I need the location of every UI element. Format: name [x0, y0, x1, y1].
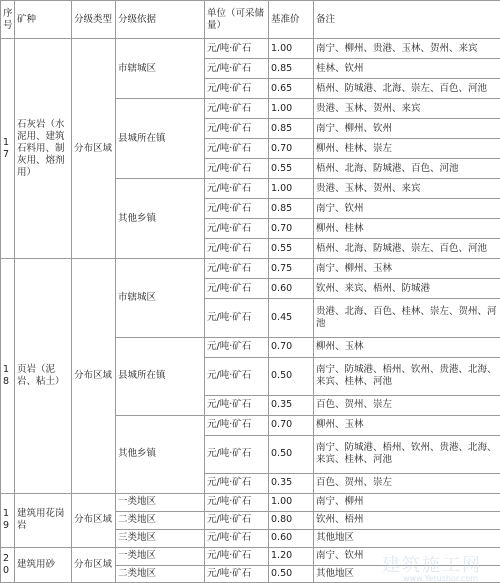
price-cell: 0.75 [269, 259, 314, 279]
unit-cell: 元/吨·矿石 [205, 119, 269, 139]
basis-cell: 二类地区 [116, 565, 205, 582]
unit-cell: 元/吨·矿石 [205, 159, 269, 179]
price-cell: 0.70 [269, 219, 314, 239]
unit-cell: 元/吨·矿石 [205, 279, 269, 299]
price-cell: 0.35 [269, 473, 314, 493]
note-cell: 南宁、柳州、玉林 [314, 259, 500, 279]
price-cell: 0.60 [269, 529, 314, 547]
note-cell: 其他地区 [314, 565, 500, 582]
table-row [1, 39, 500, 59]
note-cell: 柳州、玉林 [314, 337, 500, 357]
note-cell: 钦州、来宾、梧州、防城港 [314, 279, 500, 299]
row-no: 20 [1, 547, 15, 582]
unit-cell: 元/吨·矿石 [205, 239, 269, 259]
mineral-name: 页岩（泥岩、粘土） [15, 259, 72, 493]
unit-cell: 元/吨·矿石 [205, 199, 269, 219]
unit-cell: 元/吨·矿石 [205, 299, 269, 337]
basis-cell: 一类地区 [116, 493, 205, 511]
unit-cell: 元/吨·矿石 [205, 179, 269, 199]
unit-cell: 元/吨·矿石 [205, 259, 269, 279]
note-cell: 梧州、防城港、北海、崇左、百色、河池 [314, 79, 500, 99]
header-price: 基准价 [269, 1, 314, 39]
basis-cell: 其他乡镇 [116, 179, 205, 259]
unit-cell: 元/吨·矿石 [205, 99, 269, 119]
note-cell: 南宁、柳州、钦州 [314, 119, 500, 139]
level-type: 分布区域 [72, 259, 116, 493]
unit-cell: 元/吨·矿石 [205, 337, 269, 357]
row-no: 19 [1, 493, 15, 547]
price-cell: 0.60 [269, 279, 314, 299]
price-cell: 0.70 [269, 337, 314, 357]
price-cell: 0.55 [269, 239, 314, 259]
price-cell: 1.00 [269, 179, 314, 199]
row-no: 18 [1, 259, 15, 493]
note-cell: 百色、贺州、崇左 [314, 395, 500, 415]
unit-cell: 元/吨·矿石 [205, 473, 269, 493]
unit-cell: 元/吨·矿石 [205, 511, 269, 529]
header-row [1, 1, 500, 39]
price-cell: 0.55 [269, 159, 314, 179]
unit-cell: 元/吨·矿石 [205, 493, 269, 511]
note-cell: 柳州、桂林 [314, 219, 500, 239]
basis-cell: 一类地区 [116, 547, 205, 565]
watermark-url: www.Yerushor.com [403, 574, 478, 583]
mineral-name: 建筑用花岗岩 [15, 493, 72, 547]
basis-cell: 县城所在镇 [116, 99, 205, 179]
level-type: 分布区域 [72, 39, 116, 259]
price-cell: 1.00 [269, 493, 314, 511]
unit-cell: 元/吨·矿石 [205, 529, 269, 547]
note-cell: 梧州、北海、防城港、百色、河池 [314, 159, 500, 179]
price-cell: 0.65 [269, 79, 314, 99]
price-cell: 0.70 [269, 139, 314, 159]
note-cell: 南宁、钦州 [314, 547, 500, 565]
unit-cell: 元/吨·矿石 [205, 357, 269, 395]
level-type: 分布区域 [72, 493, 116, 547]
unit-cell: 元/吨·矿石 [205, 59, 269, 79]
note-cell: 柳州、玉林 [314, 415, 500, 435]
header-note: 备注 [314, 1, 500, 39]
unit-cell: 元/吨·矿石 [205, 219, 269, 239]
price-cell: 0.70 [269, 415, 314, 435]
price-cell: 1.00 [269, 39, 314, 59]
row-no: 17 [1, 39, 15, 259]
table-row [1, 493, 500, 511]
price-cell: 0.50 [269, 435, 314, 473]
basis-cell: 二类地区 [116, 511, 205, 529]
basis-cell: 县城所在镇 [116, 337, 205, 415]
note-cell: 南宁、防城港、梧州、钦州、贵港、北海、来宾、桂林、河池 [314, 435, 500, 473]
level-type: 分布区域 [72, 547, 116, 582]
note-cell: 梧州、北海、防城港、崇左、百色、河池 [314, 239, 500, 259]
price-cell: 0.50 [269, 357, 314, 395]
mineral-name: 石灰岩（水泥用、建筑石料用、制灰用、熔剂用） [15, 39, 72, 259]
header-basis: 分级依据 [116, 1, 205, 39]
header-no: 序号 [1, 1, 15, 39]
price-cell: 0.50 [269, 565, 314, 582]
note-cell: 南宁、防城港、梧州、钦州、贵港、北海、来宾、桂林、河池 [314, 357, 500, 395]
unit-cell: 元/吨·矿石 [205, 395, 269, 415]
note-cell: 贵港、北海、百色、桂林、崇左、贺州、河池 [314, 299, 500, 337]
basis-cell: 三类地区 [116, 529, 205, 547]
note-cell: 其他地区 [314, 529, 500, 547]
mineral-name: 建筑用砂 [15, 547, 72, 582]
basis-cell: 其他乡镇 [116, 415, 205, 493]
header-mineral: 矿种 [15, 1, 72, 39]
price-cell: 0.85 [269, 59, 314, 79]
price-cell: 0.85 [269, 119, 314, 139]
note-cell: 贵港、玉林、贺州、来宾 [314, 179, 500, 199]
note-cell: 百色、贺州、崇左 [314, 473, 500, 493]
watermark: 建筑施工网 [382, 555, 482, 576]
note-cell: 柳州、桂林、崇左 [314, 139, 500, 159]
unit-cell: 元/吨·矿石 [205, 139, 269, 159]
table-row [1, 259, 500, 279]
price-cell: 0.45 [269, 299, 314, 337]
unit-cell: 元/吨·矿石 [205, 79, 269, 99]
unit-cell: 元/吨·矿石 [205, 565, 269, 582]
note-cell: 贵港、玉林、贺州、来宾 [314, 99, 500, 119]
header-level-type: 分级类型 [72, 1, 116, 39]
price-cell: 1.00 [269, 99, 314, 119]
price-cell: 1.20 [269, 547, 314, 565]
note-cell: 南宁、柳州、贵港、玉林、贺州、来宾 [314, 39, 500, 59]
basis-cell: 市辖城区 [116, 39, 205, 99]
header-unit: 单位（可采储量） [205, 1, 269, 39]
note-cell: 南宁、柳州 [314, 493, 500, 511]
price-cell: 0.35 [269, 395, 314, 415]
unit-cell: 元/吨·矿石 [205, 415, 269, 435]
price-cell: 0.85 [269, 199, 314, 219]
price-cell: 0.80 [269, 511, 314, 529]
unit-cell: 元/吨·矿石 [205, 435, 269, 473]
basis-cell: 市辖城区 [116, 259, 205, 337]
note-cell: 南宁、钦州 [314, 199, 500, 219]
note-cell: 桂林、钦州 [314, 59, 500, 79]
note-cell: 钦州、梧州 [314, 511, 500, 529]
unit-cell: 元/吨·矿石 [205, 547, 269, 565]
unit-cell: 元/吨·矿石 [205, 39, 269, 59]
